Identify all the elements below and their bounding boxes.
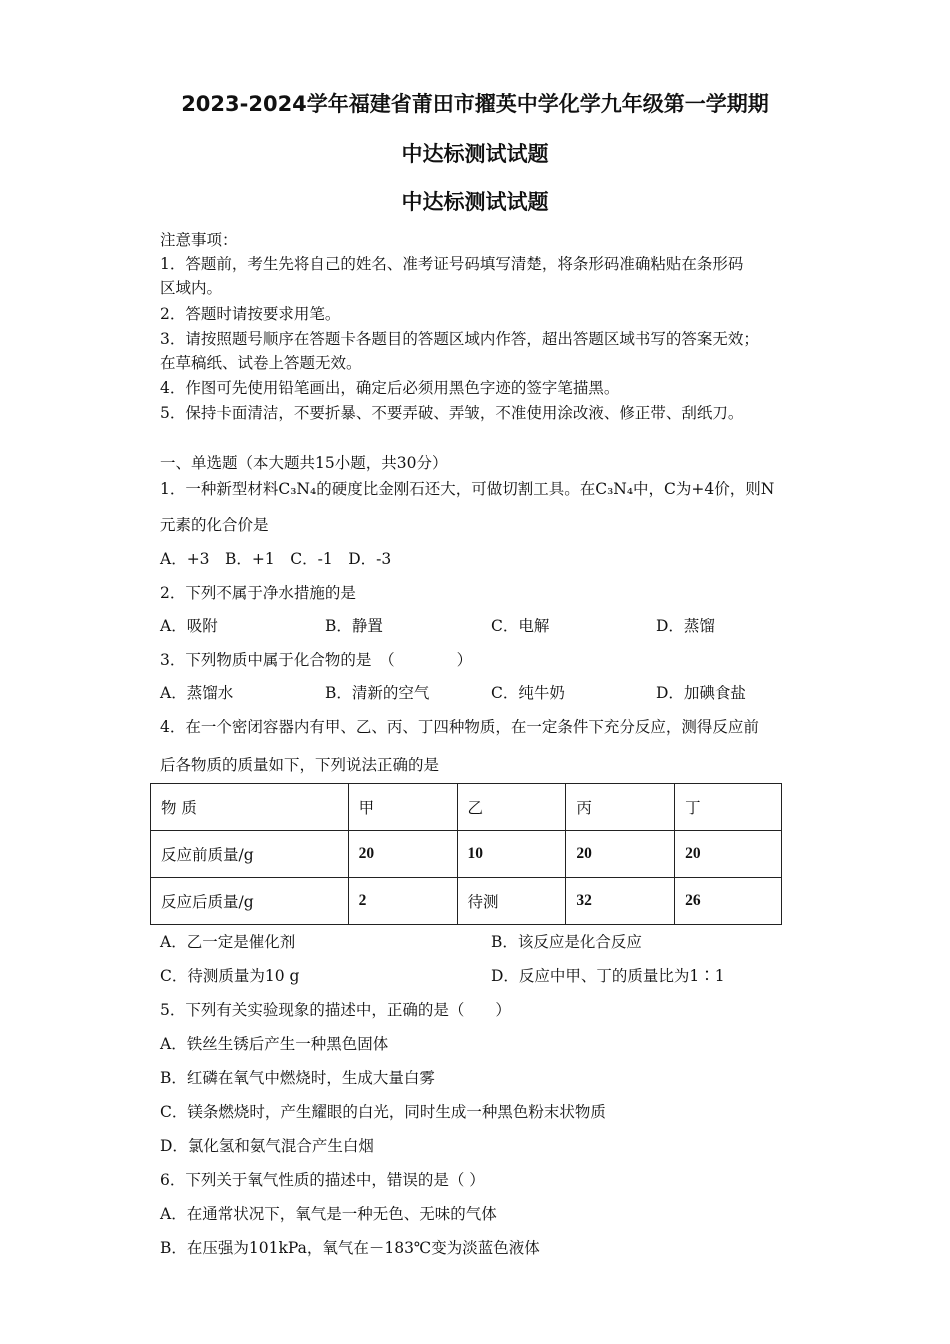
- table-cell: 反应前质量/g: [151, 831, 349, 878]
- table-cell: 物 质: [151, 784, 349, 831]
- q5-stem: 5．下列有关实验现象的描述中，正确的是（ ）: [160, 1001, 511, 1019]
- q1-options: A．+3 B．+1 C．-1 D．-3: [160, 550, 392, 568]
- q6-option-b: B．在压强为101kPa，氧气在－183℃变为淡蓝色液体: [160, 1239, 540, 1257]
- table-cell: 32: [566, 878, 675, 925]
- page-title-line2: 中达标测试试题: [401, 142, 549, 166]
- table-row: [151, 831, 782, 878]
- q6-stem: 6．下列关于氧气性质的描述中，错误的是（ ）: [160, 1171, 485, 1189]
- table-cell: 反应后质量/g: [151, 878, 349, 925]
- table-cell: 乙: [457, 784, 566, 831]
- q3-option-a: A．蒸馏水: [160, 684, 234, 702]
- page-title-line1: 2023-2024学年福建省莆田市擢英中学化学九年级第一学期期: [181, 92, 769, 116]
- q6-option-a: A．在通常状况下，氧气是一种无色、无味的气体: [160, 1205, 497, 1223]
- table-cell: 10: [457, 831, 566, 878]
- q4-option-d: D．反应中甲、丁的质量比为1∶1: [491, 967, 725, 985]
- q2-stem: 2．下列不属于净水措施的是: [160, 584, 356, 602]
- table-cell: 20: [675, 831, 782, 878]
- notice-item: 4．作图可先使用铅笔画出，确定后必须用黑色字迹的签字笔描黑。: [160, 379, 620, 397]
- q5-option-a: A．铁丝生锈后产生一种黑色固体: [160, 1035, 389, 1053]
- table-cell: 丙: [566, 784, 675, 831]
- notice-item: 1．答题前，考生先将自己的姓名、准考证号码填写清楚，将条形码准确粘贴在条形码: [160, 255, 744, 273]
- q3-option-b: B．清新的空气: [325, 684, 430, 702]
- q4-option-b: B．该反应是化合反应: [491, 933, 642, 951]
- q2-option-c: C．电解: [491, 617, 550, 635]
- q3-stem: 3．下列物质中属于化合物的是 （ ）: [160, 651, 473, 669]
- notice-item: 2．答题时请按要求用笔。: [160, 305, 341, 323]
- q2-option-b: B．静置: [325, 617, 383, 635]
- notice-item: 5．保持卡面清洁，不要折暴、不要弄破、弄皱，不准使用涂改液、修正带、刮纸刀。: [160, 404, 744, 422]
- table-cell: 20: [348, 831, 457, 878]
- table-cell: 丁: [675, 784, 782, 831]
- q2-option-d: D．蒸馏: [656, 617, 715, 635]
- table-cell: 待测: [457, 878, 566, 925]
- table-cell: 26: [675, 878, 782, 925]
- q5-option-c: C．镁条燃烧时，产生耀眼的白光，同时生成一种黑色粉末状物质: [160, 1103, 606, 1121]
- q2-option-a: A．吸附: [160, 617, 218, 635]
- q1-stem-line1: 1．一种新型材料C₃N₄的硬度比金刚石还大，可做切割工具。在C₃N₄中，C为+4价，则N: [160, 480, 775, 498]
- table-row: [151, 878, 782, 925]
- q4-option-c: C．待测质量为10 g: [160, 967, 300, 985]
- section-heading: 一、单选题（本大题共15小题，共30分）: [160, 454, 448, 472]
- notice-item: 3．请按照题号顺序在答题卡各题目的答题区域内作答，超出答题区域书写的答案无效；: [160, 330, 759, 348]
- page-title-line3: 中达标测试试题: [401, 190, 549, 214]
- q4-mass-table: [150, 783, 782, 925]
- notice-heading: 注意事项：: [160, 231, 238, 249]
- notice-item: 在草稿纸、试卷上答题无效。: [160, 354, 362, 372]
- table-cell: 2: [348, 878, 457, 925]
- q1-stem-line2: 元素的化合价是: [160, 516, 269, 534]
- table-header-row: [151, 784, 782, 831]
- q4-option-a: A．乙一定是催化剂: [160, 933, 296, 951]
- q5-option-b: B．红磷在氧气中燃烧时，生成大量白雾: [160, 1069, 435, 1087]
- q3-option-c: C．纯牛奶: [491, 684, 565, 702]
- q4-stem-line2: 后各物质的质量如下，下列说法正确的是: [160, 756, 440, 774]
- q3-option-d: D．加碘食盐: [656, 684, 746, 702]
- notice-item: 区域内。: [160, 279, 223, 297]
- q4-stem-line1: 4．在一个密闭容器内有甲、乙、丙、丁四种物质，在一定条件下充分反应，测得反应前: [160, 718, 759, 736]
- q5-option-d: D．氯化氢和氨气混合产生白烟: [160, 1137, 374, 1155]
- table-cell: 20: [566, 831, 675, 878]
- table-cell: 甲: [348, 784, 457, 831]
